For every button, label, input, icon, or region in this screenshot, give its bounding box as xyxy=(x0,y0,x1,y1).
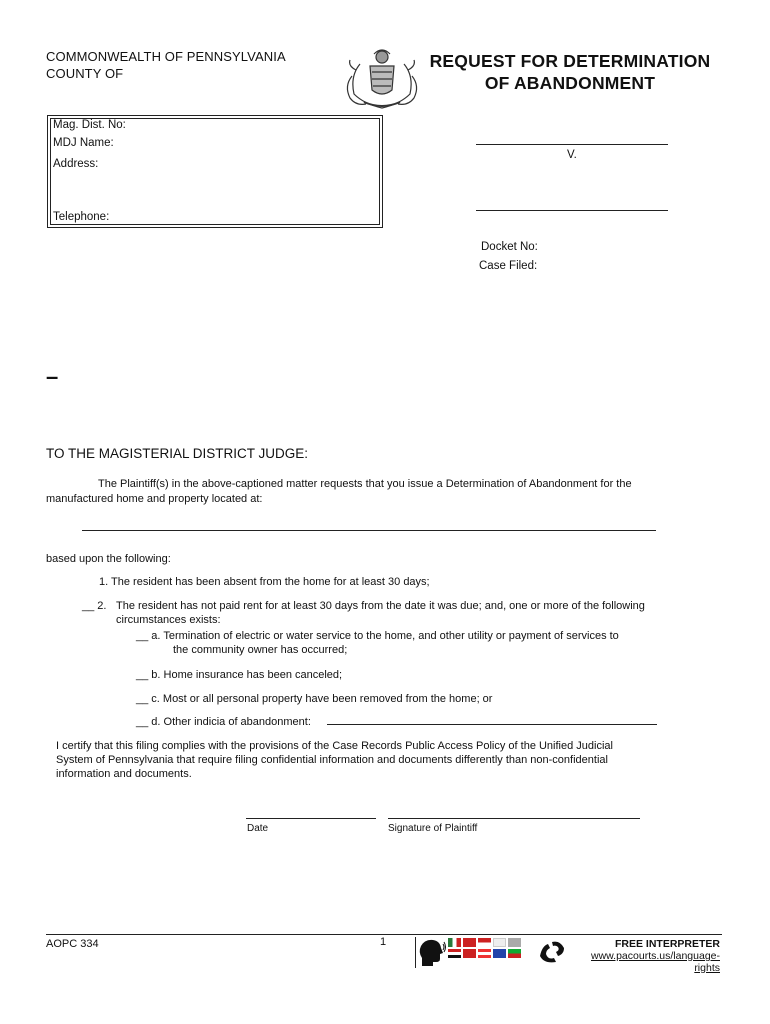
form-id: AOPC 334 xyxy=(46,938,99,950)
language-flags-icon xyxy=(448,938,534,966)
property-address-line[interactable] xyxy=(82,530,656,531)
address-label: Address: xyxy=(53,158,99,170)
based-upon-label: based upon the following: xyxy=(46,553,171,565)
court-info-box xyxy=(47,115,383,228)
mag-dist-label: Mag. Dist. No: xyxy=(53,119,126,131)
item-2-line-1: The resident has not paid rent for at least 30 days from the date it was due; and, one or more of the following xyxy=(116,600,645,612)
date-label: Date xyxy=(247,823,269,834)
intro-line-1: The Plaintiff(s) in the above-captioned matter requests that you issue a Determination of Abandonment for the xyxy=(98,478,632,490)
interpreter-title: FREE INTERPRETER xyxy=(614,938,720,950)
interpreter-notice xyxy=(568,938,720,974)
sub-item-a-line-2: the community owner has occurred; xyxy=(173,644,348,656)
intro-line-2: manufactured home and property located at: xyxy=(46,493,263,505)
certify-line-3: information and documents. xyxy=(56,768,192,780)
other-indicia-line[interactable] xyxy=(327,724,657,725)
page-number: 1 xyxy=(380,936,387,948)
speaking-head-icon xyxy=(418,938,446,968)
dash-mark: – xyxy=(46,364,59,389)
certify-line-2: System of Pennsylvania that require filing confidential information and documents differently than non-confidential xyxy=(56,754,608,766)
item-1: 1. The resident has been absent from the home for at least 30 days; xyxy=(99,576,430,588)
mdj-name-label: MDJ Name: xyxy=(53,137,114,149)
plaintiff-name-line[interactable] xyxy=(476,144,668,145)
signature-line[interactable] xyxy=(388,818,640,819)
item-2-checkbox[interactable]: __ 2. xyxy=(82,600,107,612)
commonwealth-label: COMMONWEALTH OF PENNSYLVANIA xyxy=(46,49,286,64)
defendant-name-line[interactable] xyxy=(476,210,668,211)
certify-line-1: I certify that this filing complies with the provisions of the Case Records Public Access Policy of the Unified Judicial xyxy=(56,740,613,752)
interpreter-link[interactable]: www.pacourts.us/language-rights xyxy=(591,950,720,974)
county-label: COUNTY OF xyxy=(46,66,124,81)
sub-item-b[interactable]: __ b. Home insurance has been canceled; xyxy=(136,669,343,681)
footer-divider xyxy=(415,937,416,968)
sub-item-d[interactable]: __ d. Other indicia of abandonment: xyxy=(136,716,311,728)
header-left xyxy=(46,48,286,82)
addressee-heading: TO THE MAGISTERIAL DISTRICT JUDGE: xyxy=(46,446,309,461)
docket-label: Docket No: xyxy=(481,241,538,253)
sign-language-icon xyxy=(538,938,566,964)
telephone-label: Telephone: xyxy=(53,211,110,223)
signature-label: Signature of Plaintiff xyxy=(388,823,478,834)
case-filed-label: Case Filed: xyxy=(479,260,538,272)
date-line[interactable] xyxy=(246,818,376,819)
item-2-line-2: circumstances exists: xyxy=(116,614,221,626)
sub-item-c[interactable]: __ c. Most or all personal property have been removed from the home; or xyxy=(136,693,493,705)
footer-rule xyxy=(46,934,722,935)
versus-label: V. xyxy=(567,149,577,161)
form-title: REQUEST FOR DETERMINATION OF ABANDONMENT xyxy=(429,51,711,93)
sub-item-a-line-1[interactable]: __ a. Termination of electric or water service to the home, and other utility or payment of services to xyxy=(136,630,619,642)
